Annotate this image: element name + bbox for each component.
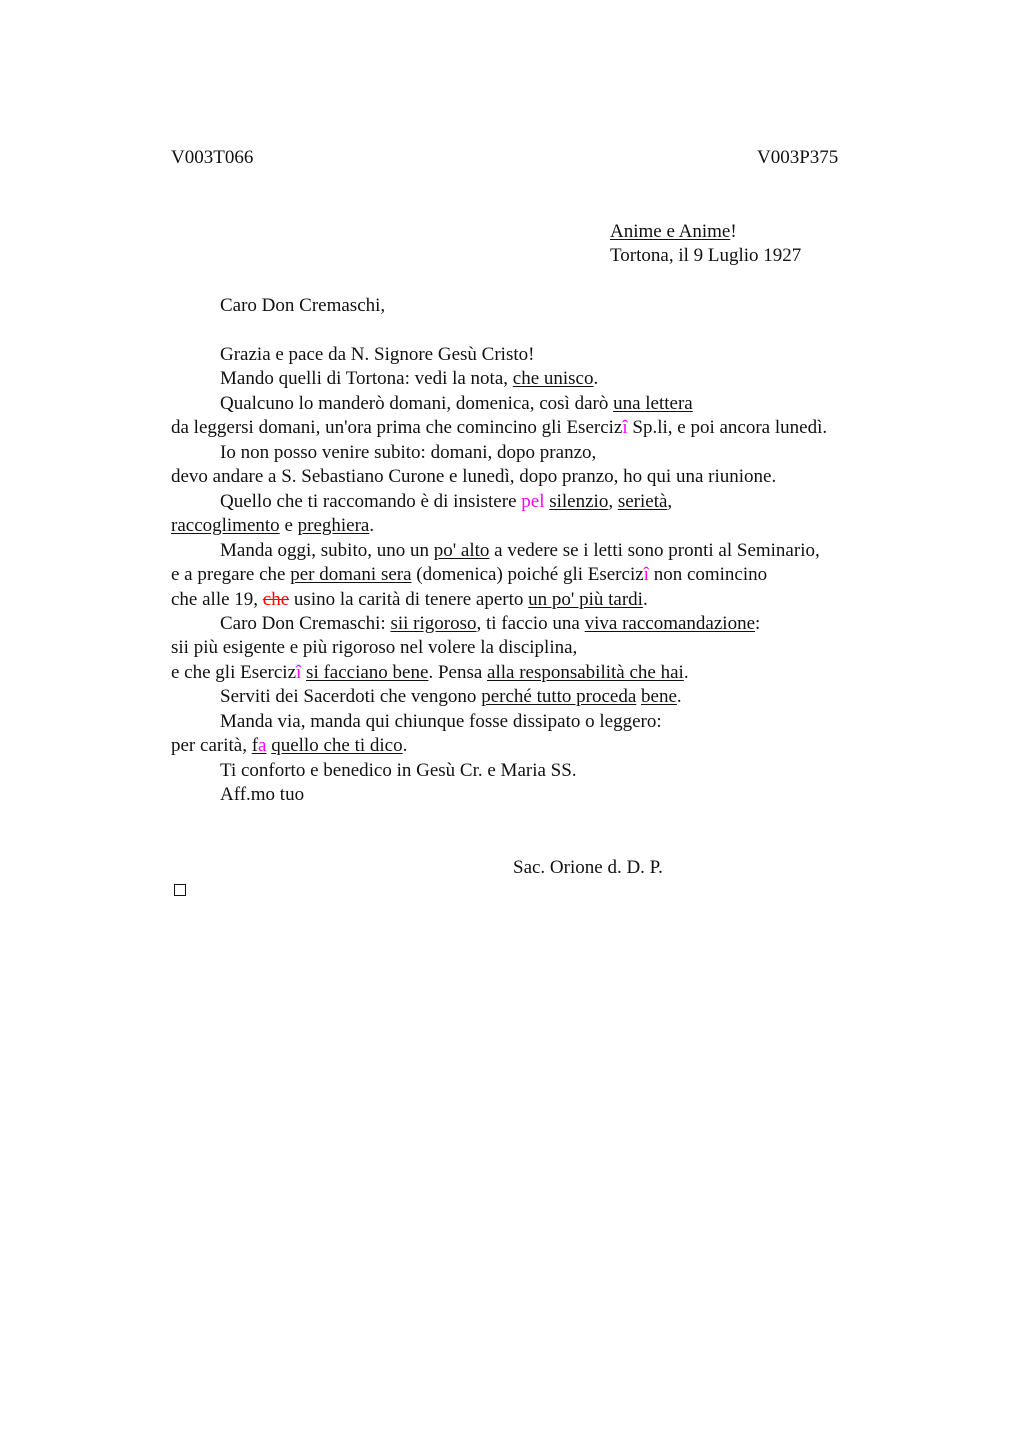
underlined-run: po' alto (433, 540, 490, 561)
text-run: che alle 19, (171, 589, 263, 610)
inserted-letter: î (296, 662, 302, 683)
body-line-11 (171, 588, 648, 612)
text-run: e che gli Esercizî (171, 662, 302, 683)
body-line-12 (220, 612, 760, 636)
underlined-run: un po' più tardi (528, 589, 643, 610)
body-line-2 (220, 367, 598, 391)
signature: Sac. Orione d. D. P. (513, 857, 663, 878)
inserted-letter: a (258, 735, 267, 756)
text-run: e (279, 515, 298, 536)
deleted-run: che (262, 589, 290, 610)
body-line-9 (220, 539, 820, 563)
text-run: per carità, (171, 735, 252, 756)
text-run: a vedere se i letti sono pronti al Seminario, (489, 540, 820, 561)
text-run: Serviti dei Sacerdoti che vengono (220, 686, 482, 707)
underlined-run: si facciano bene (306, 662, 429, 683)
underlined-run: silenzio (549, 491, 609, 512)
body-line-10 (171, 563, 767, 587)
text-run: . Pensa (428, 662, 488, 683)
text-run: usino la carità di tenere aperto (289, 589, 529, 610)
inserted-run: fa (251, 735, 267, 756)
text-run: (domenica) poiché gli Esercizî (411, 564, 649, 585)
body-line-8 (171, 514, 374, 538)
text-run: Sp.li, e poi ancora lunedì. (627, 417, 828, 438)
motto (610, 220, 737, 244)
inserted-letter: î (622, 417, 628, 438)
body-line-1: Grazia e pace da N. Signore Gesù Cristo! (220, 344, 535, 365)
inserted-letter: î (643, 564, 649, 585)
body-line-19: Aff.mo tuo (220, 784, 305, 805)
body-line-4 (171, 416, 827, 440)
text-run: . (683, 662, 689, 683)
text-run: : (755, 613, 761, 634)
text-run: . (676, 686, 682, 707)
body-line-5: Io non posso venire subito: domani, dopo pranzo, (220, 442, 597, 463)
text-run: non comincino (648, 564, 768, 585)
text-run: . (593, 368, 599, 389)
document-code-right: V003P375 (757, 147, 839, 168)
underlined-run: una lettera (613, 393, 693, 414)
text-run: , (608, 491, 618, 512)
place-date: Tortona, il 9 Luglio 1927 (610, 245, 802, 266)
motto-punct: ! (730, 221, 737, 242)
inserted-run: pel (521, 491, 545, 512)
document-code-left: V003T066 (171, 147, 254, 168)
underlined-run (252, 735, 267, 756)
text-run: , ti faccio una (476, 613, 585, 634)
underlined-run: che unisco (512, 368, 594, 389)
text-run: . (642, 589, 648, 610)
underlined-run: perché tutto proceda (481, 686, 637, 707)
text-run: . (369, 515, 375, 536)
text-run: e a pregare che (171, 564, 291, 585)
body-line-6: devo andare a S. Sebastiano Curone e lunedì, dopo pranzo, ho qui una riunione. (171, 466, 777, 487)
underlined-run: per domani sera (290, 564, 412, 585)
body-line-13: sii più esigente e più rigoroso nel volere la disciplina, (171, 637, 578, 658)
body-line-15 (220, 685, 682, 709)
salutation: Caro Don Cremaschi, (220, 295, 386, 316)
underlined-run: preghiera (297, 515, 370, 536)
text-run: Qualcuno lo manderò domani, domenica, così darò (220, 393, 614, 414)
text-run: Manda oggi, subito, uno un (220, 540, 434, 561)
text-run: . (402, 735, 408, 756)
text-run: da leggersi domani, un'ora prima che comincino gli Esercizî (171, 417, 628, 438)
checkbox-square-icon (174, 884, 186, 896)
body-line-3 (220, 392, 693, 416)
underlined-run: serietà (617, 491, 668, 512)
body-line-17 (171, 734, 407, 758)
body-line-18: Ti conforto e benedico in Gesù Cr. e Maria SS. (220, 760, 577, 781)
body-line-7 (220, 490, 672, 514)
text-run: , (667, 491, 673, 512)
text-run: Caro Don Cremaschi: (220, 613, 391, 634)
body-line-16: Manda via, manda qui chiunque fosse dissipato o leggero: (220, 711, 662, 732)
body-line-14 (171, 661, 689, 685)
underlined-run: sii rigoroso (390, 613, 477, 634)
underlined-run: raccoglimento (171, 515, 280, 536)
text-run: Mando quelli di Tortona: vedi la nota, (220, 368, 513, 389)
underlined-run: viva raccomandazione (584, 613, 756, 634)
underlined-run: quello che ti dico (271, 735, 403, 756)
text-run: Quello che ti raccomando è di insistere (220, 491, 522, 512)
underlined-run: alla responsabilità che hai (487, 662, 684, 683)
motto-text: Anime e Anime (610, 221, 731, 242)
underlined-run: bene (641, 686, 677, 707)
